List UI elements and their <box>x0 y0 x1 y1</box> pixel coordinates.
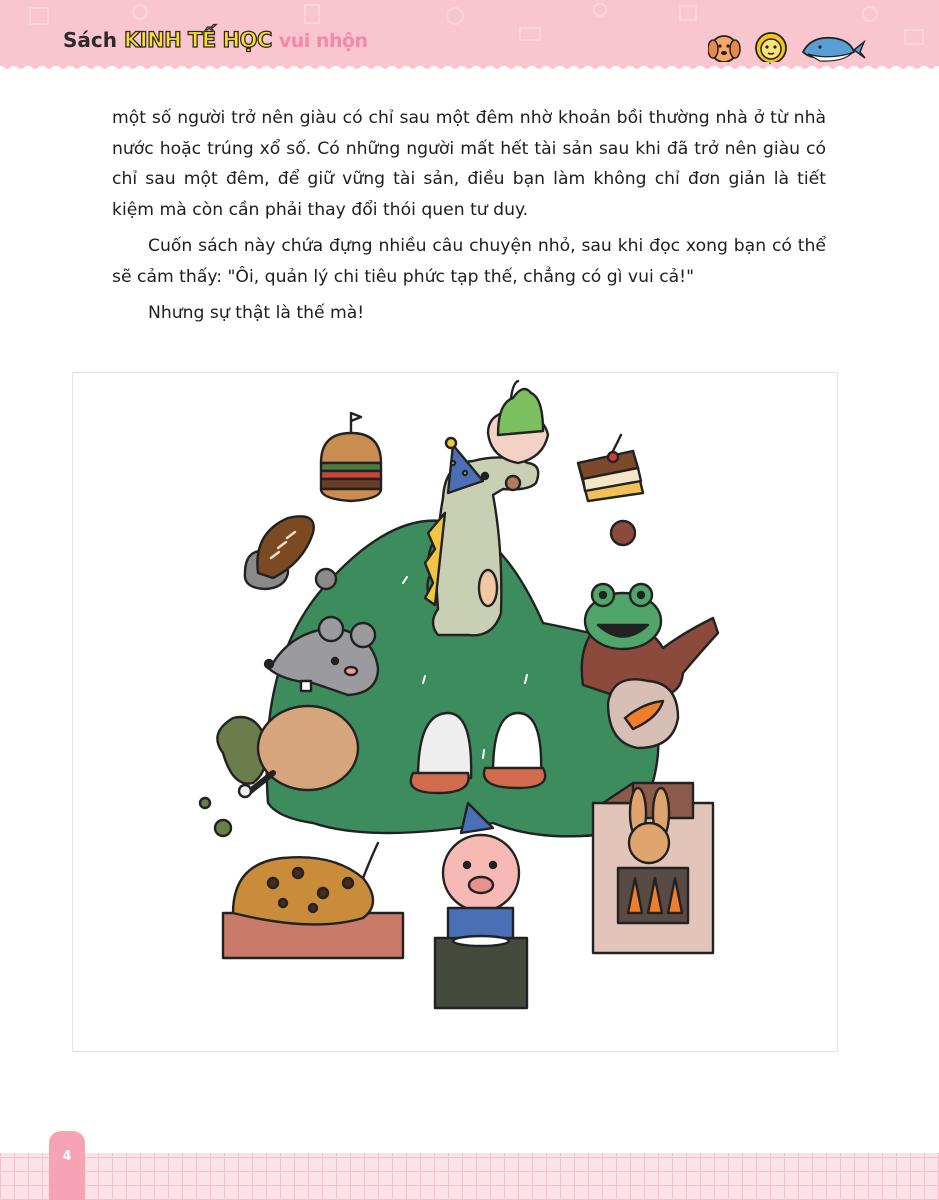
dog-face-icon <box>708 36 740 62</box>
leopard-icon <box>223 843 403 958</box>
book-series-title <box>63 28 368 58</box>
page-header <box>0 0 939 66</box>
header-scallop-edge <box>0 62 939 76</box>
rabbit-icon <box>593 783 713 953</box>
title-suffix: vui nhộn <box>278 30 368 52</box>
page-number-tab <box>49 1131 85 1200</box>
paragraph-2: Cuốn sách này chứa đựng nhiều câu chuyện nhỏ, sau khi đọc xong bạn có thể sẽ cảm thấy: "Ôi, quản lý chi tiêu phức tạp thế, chẳng có gì vui cả!" <box>112 236 826 287</box>
page-number: 4 <box>62 1149 72 1164</box>
plant-icon <box>488 381 548 463</box>
carrot-plate <box>608 679 678 748</box>
party-illustration <box>73 373 837 1051</box>
body-text <box>112 103 826 335</box>
whale-icon <box>803 38 865 61</box>
paragraph-3: Nhưng sự thật là thế mà! <box>148 303 365 323</box>
burger-icon <box>321 413 381 501</box>
page-footer <box>0 1153 939 1200</box>
title-highlight: KINH TẾ HỌC <box>124 28 272 52</box>
illustration-frame <box>72 372 838 1052</box>
pig-icon <box>435 803 527 1008</box>
title-prefix: Sách <box>63 28 117 52</box>
paragraph-1: một số người trở nên giàu có chỉ sau một đêm nhờ khoản bồi thường nhà ở từ nhà nước hoặc trúng xổ số. Có những người mất hết tài sản sau khi đã trở nên giàu có chỉ sau một đêm, để giữ vững tài sản, điều bạn làm không chỉ đơn giản là tiết kiệm mà còn cần phải thay đổi thói quen tư duy. <box>112 108 826 220</box>
lion-face-icon <box>756 33 786 63</box>
bread-icon <box>245 516 336 589</box>
frog-icon <box>582 584 718 695</box>
cake-icon <box>578 435 643 501</box>
